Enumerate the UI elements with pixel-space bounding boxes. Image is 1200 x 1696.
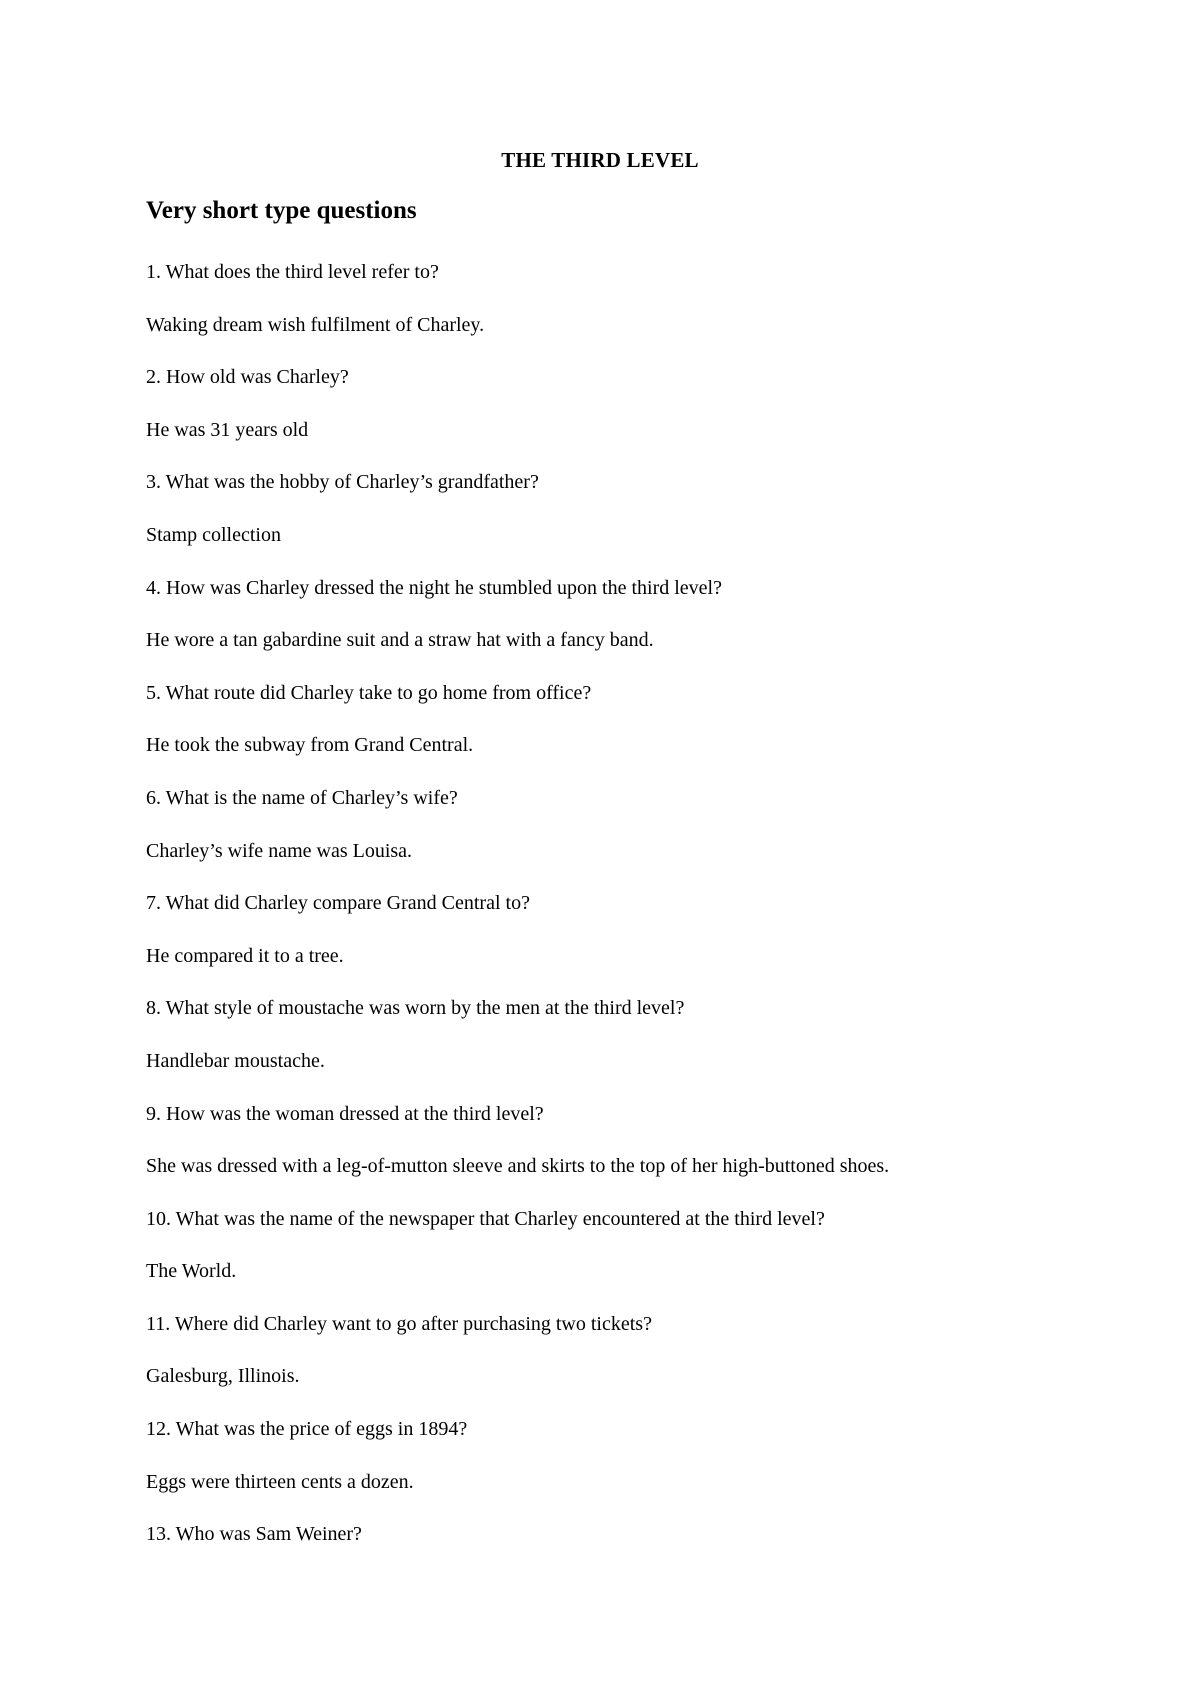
question-line: 9. How was the woman dressed at the third level? <box>146 1102 544 1125</box>
question-line: 7. What did Charley compare Grand Central to? <box>146 892 530 915</box>
answer-line: The World. <box>146 1260 237 1283</box>
answer-line: Galesburg, Illinois. <box>146 1365 300 1388</box>
answer-line: He wore a tan gabardine suit and a straw hat with a fancy band. <box>146 629 654 652</box>
question-line: 11. Where did Charley want to go after purchasing two tickets? <box>146 1312 652 1335</box>
answer-line: Handlebar moustache. <box>146 1049 325 1072</box>
answer-line: Charley’s wife name was Louisa. <box>146 839 413 862</box>
question-answer-list <box>146 257 1136 1572</box>
question-line: 13. Who was Sam Weiner? <box>146 1523 362 1546</box>
answer-line: She was dressed with a leg-of-mutton sleeve and skirts to the top of her high-buttoned shoes. <box>146 1155 890 1178</box>
question-line: 1. What does the third level refer to? <box>146 261 439 283</box>
question-line: 5. What route did Charley take to go home from office? <box>146 681 592 704</box>
section-heading: Very short type questions <box>146 197 417 224</box>
question-line: 6. What is the name of Charley’s wife? <box>146 786 458 809</box>
answer-line: He took the subway from Grand Central. <box>146 734 474 757</box>
answer-line: Eggs were thirteen cents a dozen. <box>146 1470 414 1493</box>
question-line: 10. What was the name of the newspaper that Charley encountered at the third level? <box>146 1207 825 1230</box>
question-line: 12. What was the price of eggs in 1894? <box>146 1418 468 1441</box>
answer-line: He compared it to a tree. <box>146 944 344 967</box>
answer-line: He was 31 years old <box>146 418 309 441</box>
question-line: 2. How old was Charley? <box>146 366 349 389</box>
answer-line: Waking dream wish fulfilment of Charley. <box>146 313 485 336</box>
document-title: THE THIRD LEVEL <box>501 148 699 172</box>
question-line: 4. How was Charley dressed the night he stumbled upon the third level? <box>146 576 722 599</box>
answer-line: Stamp collection <box>146 523 281 546</box>
question-line: 8. What style of moustache was worn by the men at the third level? <box>146 997 685 1020</box>
question-line: 3. What was the hobby of Charley’s grandfather? <box>146 471 539 494</box>
